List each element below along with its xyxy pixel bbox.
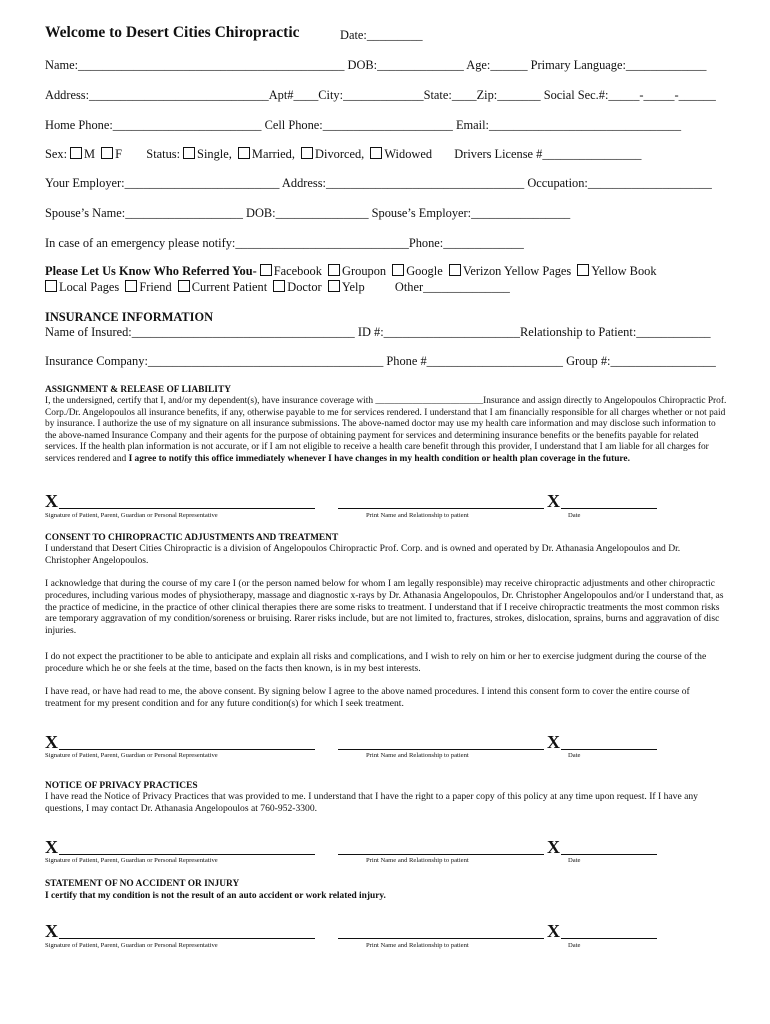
consent-paragraph-1: I understand that Desert Cities Chiropractic is a division of Angelopoulos Chiropractic Prof. Corp. and is owned and operated by Dr. Athanasia Angelopoulos and Dr. Christopher Angelopoulos. [45,543,681,566]
insurance-heading: INSURANCE INFORMATION [45,310,214,324]
accident-heading: STATEMENT OF NO ACCIDENT OR INJURY [45,879,240,889]
referral-option: Google [406,264,443,278]
print-caption: Print Name and Relationship to patient [366,942,469,949]
consent-paragraph-4: I have read, or have had read to me, the above consent. By signing below I agree to the above named procedures. I intend this consent form to cover the entire course of treatment for my present condition and for any future condition(s) for which I seek treatment. [45,686,690,709]
sex-f-label: F [115,147,123,161]
status-divorced-checkbox[interactable] [301,147,313,159]
referral-checkbox[interactable] [273,280,285,292]
status-single-checkbox[interactable] [183,147,195,159]
date-x: X [547,837,560,857]
referral-checkbox[interactable] [392,264,404,276]
name-line[interactable]: Name:___________________________________________ DOB:______________ Age:______ Primary Language:_____________ [45,58,707,72]
referral-checkbox[interactable] [45,280,57,292]
referral-option: Doctor [287,280,322,294]
signature-row [45,733,745,763]
accident-text: I certify that my condition is not the result of an auto accident or work related injury. [45,891,386,901]
referral-option: Groupon [342,264,387,278]
status-widowed-checkbox[interactable] [370,147,382,159]
sex-m-label: M [84,147,96,161]
date-field[interactable]: Date:_________ [340,28,423,42]
signature-row [45,922,745,952]
referral-option: Current Patient [191,280,268,294]
signature-line[interactable] [59,938,315,939]
print-name-line[interactable] [338,749,544,750]
referral-option: Yellow Book [591,264,657,278]
status-married-label: Married, [251,147,295,161]
sex-status-line [45,147,641,162]
status-single-label: Single, [197,147,232,161]
sex-f-checkbox[interactable] [101,147,113,159]
referral-option: Facebook [273,264,322,278]
date-x: X [547,921,560,941]
privacy-text: I have read the Notice of Privacy Practices that was provided to me. I understand that I have the right to a paper copy of this policy at any time upon request. If I have any questions, I may contact Dr. Athanasia Angelopoulos at 760-952-3300. [45,791,698,814]
signature-x: X [45,921,58,941]
referral-row-2 [42,280,510,295]
referral-checkbox[interactable] [125,280,137,292]
assignment-body: I, the undersigned, certify that I, and/or my dependent(s), have insurance coverage with _______________________Insurance and assign directly to Angelopoulos Chiropractic Prof. Corp./Dr. Angelopoulos all insurance benefits, if any, otherwise payable to me for services rendered. I understand that I am financially responsible for all charges whether or not paid by insurance. I authorize the use of my signature on all insurance submissions. The above-named doctor may use my health care information and may disclose such information to the above-named Insurance Company and their agents for the purpose of obtaining payment for services and determining insurance benefits or the benefits payable for related services. If the health plan information is not accurate, or if I am not eligible to receive a health care benefit through this provider, I understand that I am liable for all charges for services rendered and [45,396,727,464]
signature-x: X [45,732,58,752]
sex-m-checkbox[interactable] [70,147,82,159]
drivers-license-field[interactable]: Drivers License #________________ [454,147,642,161]
phone-line[interactable]: Home Phone:________________________ Cell Phone:_____________________ Email:_______________________________ [45,118,682,132]
date-caption: Date [568,512,581,519]
signature-caption: Signature of Patient, Parent, Guardian or Personal Representative [45,752,218,759]
referral-option: Verizon Yellow Pages [462,264,572,278]
status-married-checkbox[interactable] [238,147,250,159]
signature-x: X [45,837,58,857]
page-title: Welcome to Desert Cities Chiropractic [45,24,300,41]
date-line[interactable] [561,749,657,750]
privacy-heading: NOTICE OF PRIVACY PRACTICES [45,781,198,791]
date-line[interactable] [561,508,657,509]
emergency-line[interactable]: In case of an emergency please notify:____________________________Phone:_____________ [45,236,524,250]
date-caption: Date [568,752,581,759]
date-line[interactable] [561,854,657,855]
assignment-text [45,396,727,466]
insurance-company-line[interactable]: Insurance Company:______________________________________ Phone #______________________ Group #:_________________ [45,354,716,368]
print-caption: Print Name and Relationship to patient [366,512,469,519]
signature-row [45,492,745,522]
print-name-line[interactable] [338,854,544,855]
spouse-line[interactable]: Spouse’s Name:___________________ DOB:_______________ Spouse’s Employer:________________ [45,206,571,220]
status-widowed-label: Widowed [384,147,433,161]
date-caption: Date [568,942,581,949]
referral-label: Please Let Us Know Who Referred You- [45,264,257,278]
print-caption: Print Name and Relationship to patient [366,752,469,759]
signature-line[interactable] [59,854,315,855]
date-caption: Date [568,857,581,864]
status-divorced-label: Divorced, [315,147,365,161]
print-caption: Print Name and Relationship to patient [366,857,469,864]
print-name-line[interactable] [338,508,544,509]
referral-checkbox[interactable] [328,280,340,292]
referral-option: Local Pages [59,280,120,294]
employer-line[interactable]: Your Employer:_________________________ Address:________________________________ Occupation:____________________ [45,176,712,190]
consent-paragraph-3: I do not expect the practitioner to be able to anticipate and explain all risks and complications, and I wish to rely on him or her to exercise judgment during the course of the procedure which he or she feels at the time, based on the facts then known, is in my best interests. [45,651,707,674]
referral-checkbox[interactable] [178,280,190,292]
date-x: X [547,491,560,511]
sex-label: Sex: [45,147,68,161]
signature-line[interactable] [59,749,315,750]
referral-option: Friend [139,280,172,294]
status-label: Status: [146,147,181,161]
assignment-bold: I agree to notify this office immediately whenever I have changes in my health condition or health plan coverage in the future. [128,453,630,464]
address-line[interactable]: Address:_____________________________Apt#____City:_____________State:____Zip:_______ Social Sec.#:_____-_____-______ [45,88,716,102]
signature-caption: Signature of Patient, Parent, Guardian or Personal Representative [45,942,218,949]
referral-checkbox[interactable] [577,264,589,276]
referral-checkbox[interactable] [260,264,272,276]
referral-other-field[interactable]: Other______________ [394,280,510,294]
referral-option: Yelp [341,280,365,294]
insured-line[interactable]: Name of Insured:____________________________________ ID #:______________________Relationship to Patient:____________ [45,325,711,339]
print-name-line[interactable] [338,938,544,939]
signature-row [45,838,745,868]
signature-x: X [45,491,58,511]
referral-checkbox[interactable] [449,264,461,276]
signature-caption: Signature of Patient, Parent, Guardian or Personal Representative [45,857,218,864]
consent-heading: CONSENT TO CHIROPRACTIC ADJUSTMENTS AND TREATMENT [45,533,339,543]
referral-checkbox[interactable] [328,264,340,276]
consent-paragraph-2: I acknowledge that during the course of my care I (or the person named below for whom I am legally responsible) may receive chiropractic adjustments and other chiropractic procedures, including various modes of physiotherapy, massage and diagnostic x-rays by Dr. Athanasia Angelopoulos, Dr. Christopher Angelopoulos and/or I understand that, as the practice of medicine, in the practice of other clinical therapies there are some risks to treatment. I understand that if I receive chiropractic treatments the most common risks are temporary aggravation of my condition/soreness or bruising. Rarer risks include, but are not limited to, fractures, strokes, dislocation, sprains, burns and aggravation of disc injuries. [45,578,724,637]
date-line[interactable] [561,938,657,939]
signature-line[interactable] [59,508,315,509]
referral-row-1 [45,264,657,279]
assignment-heading: ASSIGNMENT & RELEASE OF LIABILITY [45,385,231,395]
signature-caption: Signature of Patient, Parent, Guardian or Personal Representative [45,512,218,519]
date-x: X [547,732,560,752]
